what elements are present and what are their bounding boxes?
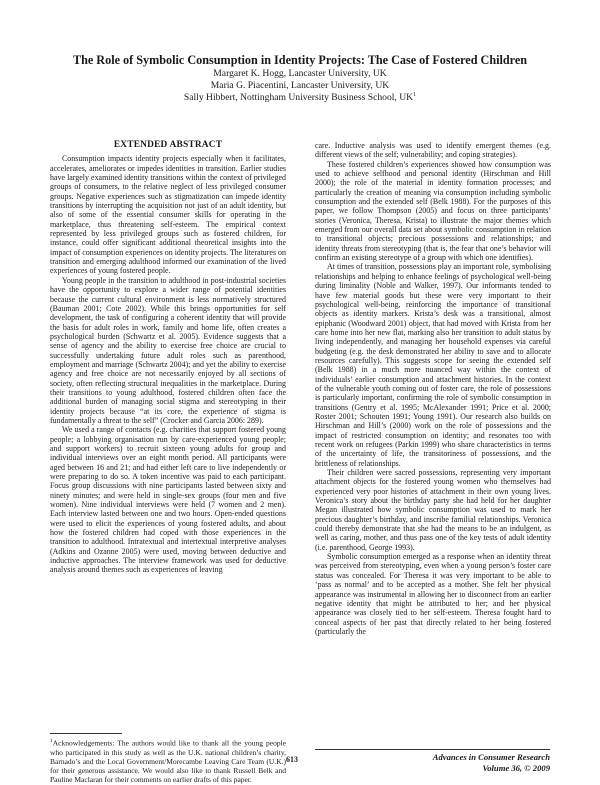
right-paragraph-3: At times of transition, possessions play an important role, symbolising relationships and helping to enhance feelings of psychological well-being during liminality (Noble and Walker, 1997). Our informants tended to have few material goods but these were very important to their psychological well-being, reinforcing the importance of transitional objects as identity markers. Krista’s desk was a transitional, almost epiphanic (Woodward 2001) object, that had moved with Krista from her care home into her new flat, marking also her transition to adult status by living independently, and managing her household expenses via careful budgeting (e.g. the desk demonstrated her ability to save and to allocate resources carefully). This suggests scope for seeing the extended self (Belk 1988) in a much more nuanced way within the context of individuals’ earlier consumption and attachment histories. In the context of the vulnerable youth coming out of foster care, the role of possessions is particularly important, confirming the role of symbolic consumption in transitions (Gentry et al. 1995; McAlexander 1991; Price et al. 2000; Roster 2001; Schouten 1991; Young 1991). Our research also builds on Hirschman and Hill’s (2000) work on the role of possessions and the impact of restricted consumption on identity; and resonates too with recent work on refugees (Parkin 1999) who share characteristics in terms of the uncertainty of life, the transitoriness of possessions, and the brittleness of relationships.	[315, 262, 551, 468]
right-column	[315, 141, 551, 759]
journal-volume: Volume 36, © 2009	[482, 763, 550, 773]
footer-rule	[315, 749, 550, 750]
footnote-rule	[50, 733, 122, 734]
footnote-number: 1	[50, 738, 53, 744]
footnote-marker: 1	[413, 92, 417, 98]
author-line-3	[0, 92, 600, 103]
right-paragraph-5: Symbolic consumption emerged as a response when an identity threat was perceived from stereotyping, even when a young person’s foster care status was concealed. For Theresa it was very important to be able to ‘pass as normal’ and to be accepted as a mother. She felt her physical appearance was instrumental in allowing her to disconnect from an earlier negative identity that might be attributed to her; and her physical appearance was closely tied to her self-esteem. Theresa fought hard to conceal aspects of her past that directly related to her being fostered (particularly the	[315, 552, 551, 636]
right-paragraph-2: These fostered children’s experiences showed how consumption was used to achieve selfhood and personal identity (Hirschman and Hill 2000); the role of the material in identity formation processes; and particularly the creation of meaning via consumption including symbolic consumption and the extended self (Belk 1988). For the purposes of this paper, we follow Thompson (2005) and focus on three participants’ stories (Veronica, Theresa, Krista) to illustrate the major themes which emerged from our overall data set about symbolic consumption in relation to transitional objects; precious possessions and relationships; and identity threats from stereotyping (that is, the fear that one’s behavior will confirm an existing stereotype of a group with which one identifies).	[315, 159, 551, 263]
right-paragraph-1: care. Inductive analysis was used to identify emergent themes (e.g. different views of the self; vulnerability; and coping strategies).	[315, 141, 551, 160]
author-line-1	[0, 68, 600, 79]
author-line-2	[0, 80, 600, 91]
page-number: 613	[286, 755, 298, 764]
left-paragraph-3: We used a range of contacts (e.g. charities that support fostered young people; a lobbying organisation run by care-experienced young people; and support workers) to recruit sixteen young adults for group and individual interviews over an eight month period. All participants were aged between 16 and 21; and had either left care to live independently or were preparing to do so. A token incentive was paid to each participant. Focus group discussions with nine participants lasted between sixty and ninety minutes; and were held in single-sex groups (four men and five women). Nine individual interviews were held (7 women and 2 men). Each interview lasted between one and two hours. Open-ended questions were used to elicit the experiences of young fostered adults, and about how the fostered children had coped with those experiences in the transition to adulthood. Intratextual and intertextual interpretive analyses (Adkins and Ozanne 2005) were used, moving between deductive and inductive approaches. The interview framework was used for deductive analysis around themes such as experiences of leaving	[50, 425, 286, 575]
journal-citation	[433, 752, 550, 774]
left-paragraph-1: Consumption impacts identity projects especially when it facilitates, accelerates, ameliorates or impedes identities in transition. Earlier studies have largely examined identity transitions within the context of privileged groups of consumers, to the relative neglect of less privileged consumer groups. Negative experiences such as stigmatization can impede identity transitions by interrupting the acquisition not just of an adult identity, but also of some of the essential consumer skills for operating in the marketplace, thus threatening self-esteem. The empirical context represented by less privileged groups such as fostered children, for instance, could offer significant additional theoretical insights into the impact of consumption experiences on identity projects. The literatures on transition and emerging adulthood informed our examination of the lived experiences of young fostered people.	[50, 154, 286, 276]
paper-title: The Role of Symbolic Consumption in Identity Projects: The Case of Fostered Children	[72, 53, 528, 67]
left-column	[50, 141, 286, 726]
journal-name: Advances in Consumer Research	[432, 752, 550, 762]
footnote	[50, 737, 286, 785]
left-paragraph-2: Young people in the transition to adulthood in post-industrial societies have the opportunity to explore a wider range of potential identities because the current cultural environment is less normatively structured (Bauman 2001; Cote 2002). While this brings opportunities for self development, the task of configuring a coherent identity that will provide the basis for adult roles in work, family and home life, often creates a psychological burden (Schwartz et al. 2005). Evidence suggests that a sense of agency and the ability to exercise free choice are crucial to successfully undertaking future adult roles such as parenthood, employment and marriage (Schwartz 2004); and yet the ability to exercise agency and free choice are not necessarily enjoyed by all sections of society, often reflecting structural inequalities in the marketplace. During their transitions to young adulthood, fostered children often face the additional burden of managing social stigma and stereotyping in their identity projects because “at its core, the experience of stigma is fundamentally a threat to the self” (Crocker and Garcia 2006: 289).	[50, 275, 286, 425]
author-2: Maria G. Piacentini, Lancaster University, UK	[210, 80, 390, 91]
footnote-text: Acknowledgements: The authors would like to thank all the young people who participated in this study as well as the U.K. national children’s charity, Barnado’s and the Local Government/Morecambe Leaving Care Team (U.K.) for their generous assistance. We would also like to thank Russell Belk and Pauline Maclaran for their comments on earlier drafts of this paper.	[50, 738, 286, 785]
author-1: Margaret K. Hogg, Lancaster University, UK	[213, 68, 387, 79]
author-3: Sally Hibbert, Nottingham University Business School, UK	[183, 92, 414, 104]
section-heading: EXTENDED ABSTRACT	[113, 140, 223, 150]
right-paragraph-4: Their children were sacred possessions, representing very important attachment objects for the fostered young women who themselves had experienced very poor histories of attachment in their own young lives. Veronica’s story about the birthday party she had held for her daughter Megan illustrated how symbolic consumption was used to mark her precious daughter’s birthday, and inscribe familial relationships. Veronica could thereby demonstrate that she had the means to be an indulgent, as well as caring, mother, and thus pass one of the key tests of adult identity (i.e. parenthood, George 1993).	[315, 468, 551, 552]
